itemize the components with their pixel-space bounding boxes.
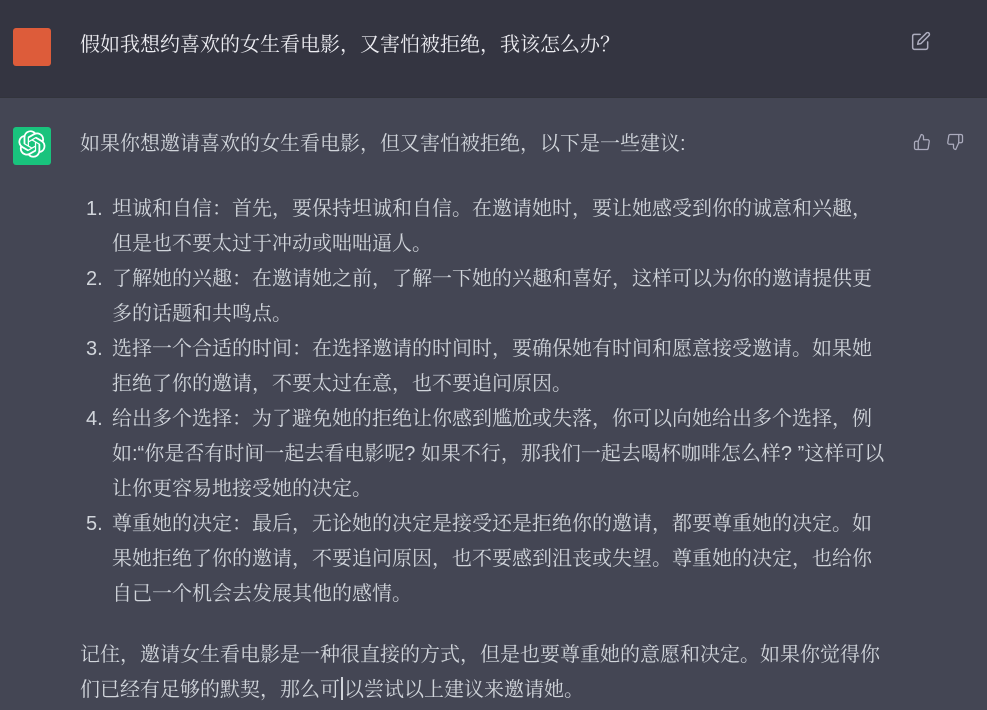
assistant-avatar xyxy=(13,127,51,165)
user-message-text: 假如我想约喜欢的女生看电影，又害怕被拒绝，我该怎么办？ xyxy=(80,34,620,56)
user-avatar xyxy=(13,28,51,66)
list-item xyxy=(86,332,890,402)
list-item-number: 4. xyxy=(86,408,103,430)
list-item xyxy=(86,192,890,262)
list-item-text: 给出多个选择：为了避免她的拒绝让你感到尴尬或失落，你可以向她给出多个选择，例如:“你是否有时间一起去看电影呢? 如果不行，那我们一起去喝杯咖啡怎么样? ”这样可以让你更容易地接受她的决定。 xyxy=(112,408,885,500)
list-item-number: 5. xyxy=(86,513,103,535)
list-item xyxy=(86,507,890,612)
list-item-text: 坦诚和自信：首先，要保持坦诚和自信。在邀请她时，要让她感受到你的诚意和兴趣，但是也不要太过于冲动或咄咄逼人。 xyxy=(112,198,872,255)
list-item-number: 3. xyxy=(86,338,103,360)
suggestions-list xyxy=(80,192,890,612)
user-message-actions xyxy=(890,0,987,97)
assistant-message-row xyxy=(0,97,987,710)
openai-logo-icon xyxy=(18,130,46,163)
user-avatar-column xyxy=(0,0,80,97)
list-item-text: 选择一个合适的时间：在选择邀请的时间时，要确保她有时间和愿意接受邀请。如果她拒绝了你的邀请，不要太过在意，也不要追问原因。 xyxy=(112,338,872,395)
assistant-closing-text xyxy=(80,638,890,708)
closing-text-after-cursor: 以尝试以上建议来邀请她。 xyxy=(344,679,584,701)
list-item-number: 2. xyxy=(86,268,103,290)
thumbs-up-button[interactable] xyxy=(913,133,931,151)
user-message-row xyxy=(0,0,987,97)
assistant-intro-text: 如果你想邀请喜欢的女生看电影，但又害怕被拒绝，以下是一些建议: xyxy=(80,133,686,155)
thumbs-up-icon xyxy=(913,133,931,151)
list-item-text: 尊重她的决定：最后，无论她的决定是接受还是拒绝你的邀请，都要尊重她的决定。如果她拒绝了你的邀请，不要追问原因，也不要感到沮丧或失望。尊重她的决定，也给你自己一个机会去发展其他的感情。 xyxy=(112,513,872,605)
assistant-avatar-column xyxy=(0,98,80,710)
list-item-number: 1. xyxy=(86,198,103,220)
thumbs-down-icon xyxy=(946,133,964,151)
assistant-message-actions xyxy=(890,98,987,710)
list-item xyxy=(86,402,890,507)
edit-pencil-square-icon xyxy=(911,31,931,51)
thumbs-down-button[interactable] xyxy=(946,133,964,151)
edit-message-button[interactable] xyxy=(911,31,931,51)
streaming-text-cursor xyxy=(341,677,343,700)
assistant-message-content xyxy=(80,98,890,710)
list-item xyxy=(86,262,890,332)
list-item-text: 了解她的兴趣：在邀请她之前，了解一下她的兴趣和喜好，这样可以为你的邀请提供更多的话题和共鸣点。 xyxy=(112,268,872,325)
closing-text-before-cursor: 记住，邀请女生看电影是一种很直接的方式，但是也要尊重她的意愿和决定。如果你觉得你们已经有足够的默契，那么可 xyxy=(80,644,880,701)
